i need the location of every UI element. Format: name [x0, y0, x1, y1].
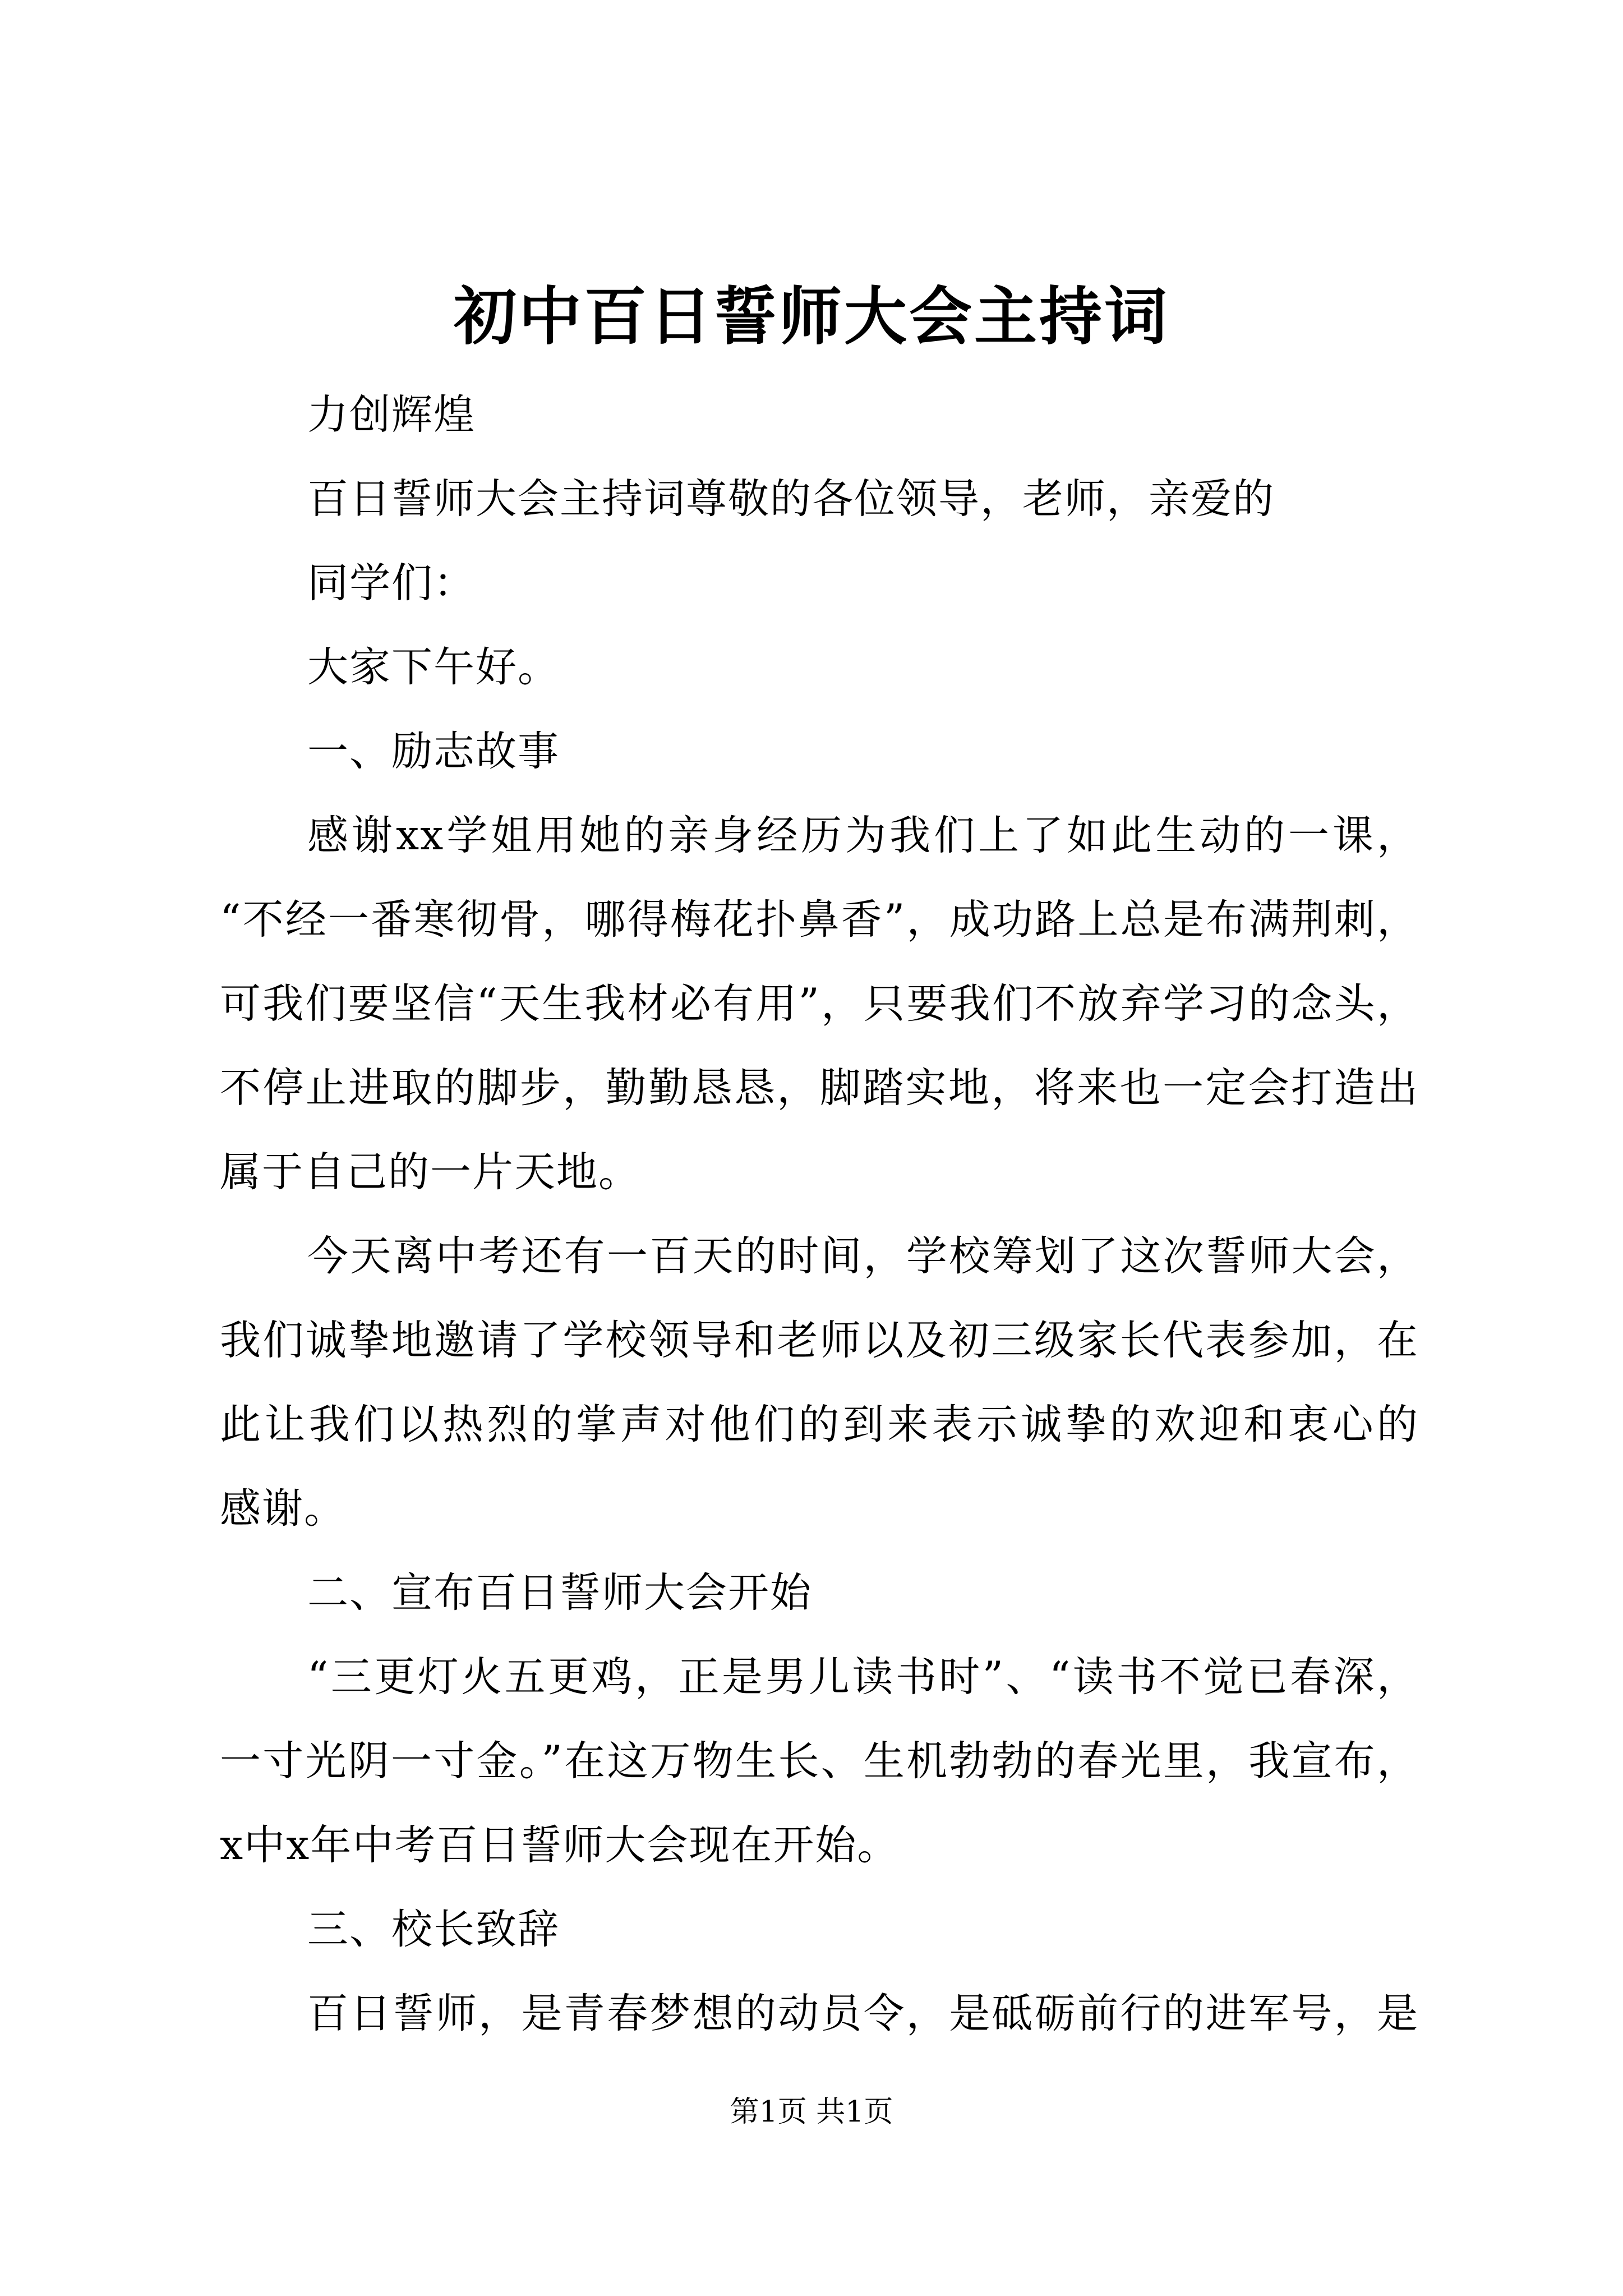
section-heading: 二、宣布百日誓师大会开始	[307, 1569, 812, 1617]
text-line: x中x年中考百日誓师大会现在开始。	[220, 1821, 900, 1869]
text-line: 感谢。	[220, 1485, 346, 1533]
text-line: 属于自己的一片天地。	[220, 1148, 640, 1196]
section-heading: 三、校长致辞	[307, 1906, 560, 1953]
text-line: 大家下午好。	[307, 643, 560, 691]
text-line: 感谢xx学姐用她的亲身经历为我们上了如此生动的一课，	[307, 812, 1419, 859]
text-line: 今天离中考还有一百天的时间，学校筹划了这次誓师大会，	[307, 1232, 1419, 1280]
document-title: 初中百日誓师大会主持词	[454, 280, 1169, 353]
text-line: “不经一番寒彻骨，哪得梅花扑鼻香”，成功路上总是布满荆刺，	[220, 896, 1419, 944]
text-line: 同学们：	[307, 559, 476, 607]
text-line: 我们诚挚地邀请了学校领导和老师以及初三级家长代表参加，在	[220, 1317, 1419, 1364]
text-line: 此让我们以热烈的掌声对他们的到来表示诚挚的欢迎和衷心的	[220, 1401, 1419, 1448]
text-line: 不停止进取的脚步，勤勤恳恳，脚踏实地，将来也一定会打造出	[220, 1064, 1419, 1112]
text-line: 可我们要坚信“天生我材必有用”，只要我们不放弃学习的念头，	[220, 980, 1419, 1028]
text-line: 一寸光阴一寸金。”在这万物生长、生机勃勃的春光里，我宣布，	[220, 1737, 1419, 1785]
text-line: 力创辉煌	[307, 391, 476, 439]
section-heading: 一、励志故事	[307, 728, 560, 775]
text-line: 百日誓师，是青春梦想的动员令，是砥砺前行的进军号，是	[307, 1990, 1419, 2037]
page-footer: 第1页 共1页	[730, 2095, 893, 2129]
text-line: “三更灯火五更鸡，正是男儿读书时”、“读书不觉已春深，	[307, 1653, 1419, 1701]
text-line: 百日誓师大会主持词尊敬的各位领导，老师，亲爱的	[307, 475, 1275, 523]
